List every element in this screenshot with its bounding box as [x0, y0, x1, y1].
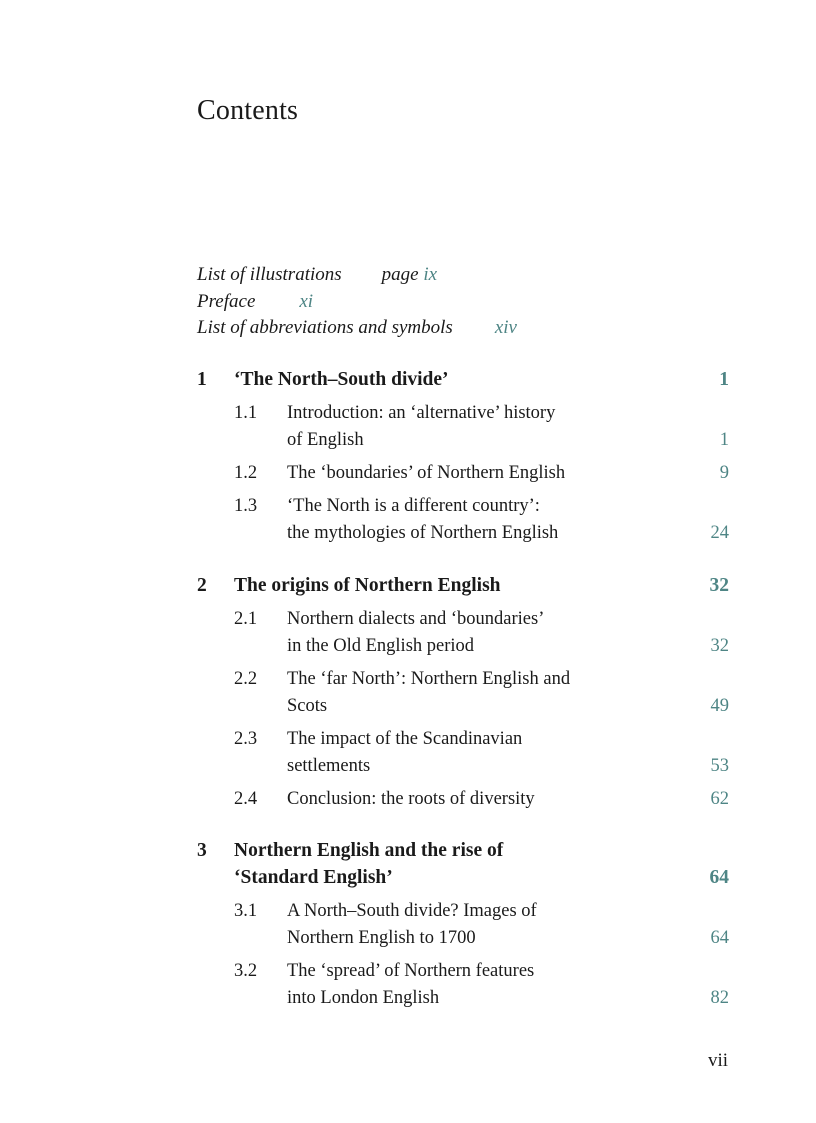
section-page: 1	[719, 430, 729, 450]
section-title	[287, 606, 647, 660]
chapter-1	[197, 366, 729, 553]
section-title-line: of English	[287, 430, 364, 450]
section-title	[287, 898, 647, 952]
chapter-title-line: ‘The North–South divide’	[234, 369, 449, 390]
section-number: 2.4	[234, 789, 258, 809]
chapter-page: 1	[719, 369, 729, 390]
section-page: 82	[710, 988, 729, 1008]
section-title-line: The impact of the Scandinavian	[287, 729, 523, 749]
section-title-line: into London English	[287, 988, 440, 1008]
prelims-list	[197, 262, 517, 342]
section-title	[287, 786, 647, 813]
section-title-line: The ‘far North’: Northern English and	[287, 669, 571, 689]
section-3-2[interactable]	[197, 958, 729, 1012]
chapter-number: 3	[197, 840, 207, 861]
section-title-line: Introduction: an ‘alternative’ history	[287, 403, 556, 423]
section-title-line: Northern dialects and ‘boundaries’	[287, 609, 545, 629]
section-page: 9	[719, 463, 729, 483]
section-title-line: A North–South divide? Images of	[287, 901, 537, 921]
section-title-line: ‘The North is a different country’:	[287, 496, 540, 516]
section-page: 62	[710, 789, 729, 809]
section-title	[287, 958, 647, 1012]
section-title	[287, 400, 647, 454]
section-page: 64	[710, 928, 729, 948]
chapter-heading[interactable]	[197, 572, 729, 599]
section-2-4[interactable]	[197, 786, 729, 813]
chapter-number: 1	[197, 369, 207, 390]
section-list	[197, 606, 729, 813]
section-title-line: the mythologies of Northern English	[287, 523, 559, 543]
chapter-title-line: The origins of Northern English	[234, 575, 501, 596]
prelim-page-number: xiv	[494, 317, 517, 338]
section-title-line: Scots	[287, 696, 328, 716]
section-number: 1.1	[234, 403, 258, 423]
prelim-page-number: xi	[299, 290, 314, 312]
chapter-title	[234, 837, 614, 891]
section-page: 53	[710, 756, 729, 776]
prelim-page-prefix: page	[381, 264, 419, 285]
prelim-illustrations[interactable]	[197, 262, 517, 289]
prelim-preface[interactable]	[197, 289, 517, 316]
section-number: 1.2	[234, 463, 258, 483]
section-1-1[interactable]	[197, 400, 729, 454]
prelim-abbreviations[interactable]	[197, 315, 517, 342]
section-1-3[interactable]	[197, 493, 729, 547]
section-title	[287, 493, 647, 547]
section-number: 3.1	[234, 901, 258, 921]
page-title: Contents	[197, 95, 299, 126]
section-number: 2.1	[234, 609, 258, 629]
section-title-line: settlements	[287, 756, 371, 776]
chapter-title-line: ‘Standard English’	[234, 867, 393, 888]
chapter-title	[234, 572, 614, 599]
section-title	[287, 460, 647, 487]
section-title-line: The ‘spread’ of Northern features	[287, 961, 535, 981]
chapter-page: 64	[709, 867, 729, 888]
prelim-label: Preface	[197, 290, 256, 312]
page-folio: vii	[707, 1050, 728, 1071]
section-title	[287, 726, 647, 780]
chapter-heading[interactable]	[197, 837, 729, 891]
chapter-heading[interactable]	[197, 366, 729, 393]
chapter-2	[197, 572, 729, 819]
section-list	[197, 898, 729, 1012]
chapter-page: 32	[709, 575, 729, 596]
chapter-number: 2	[197, 575, 207, 596]
section-number: 3.2	[234, 961, 258, 981]
section-number: 2.2	[234, 669, 258, 689]
section-title-line: Northern English to 1700	[287, 928, 476, 948]
section-title-line: The ‘boundaries’ of Northern English	[287, 463, 566, 483]
section-number: 2.3	[234, 729, 258, 749]
section-title	[287, 666, 647, 720]
prelim-label: List of illustrations	[197, 264, 342, 285]
section-page: 32	[710, 636, 729, 656]
section-title-line: Conclusion: the roots of diversity	[287, 789, 535, 809]
prelim-page-number: ix	[423, 264, 438, 285]
section-3-1[interactable]	[197, 898, 729, 952]
section-page: 49	[710, 696, 729, 716]
chapter-3	[197, 837, 729, 1018]
section-1-2[interactable]	[197, 460, 729, 487]
chapter-title	[234, 366, 614, 393]
section-list	[197, 400, 729, 547]
section-2-2[interactable]	[197, 666, 729, 720]
section-title-line: in the Old English period	[287, 636, 475, 656]
chapter-title-line: Northern English and the rise of	[234, 840, 504, 861]
section-page: 24	[710, 523, 729, 543]
section-2-1[interactable]	[197, 606, 729, 660]
prelim-label: List of abbreviations and symbols	[197, 317, 453, 338]
section-number: 1.3	[234, 496, 258, 516]
section-2-3[interactable]	[197, 726, 729, 780]
